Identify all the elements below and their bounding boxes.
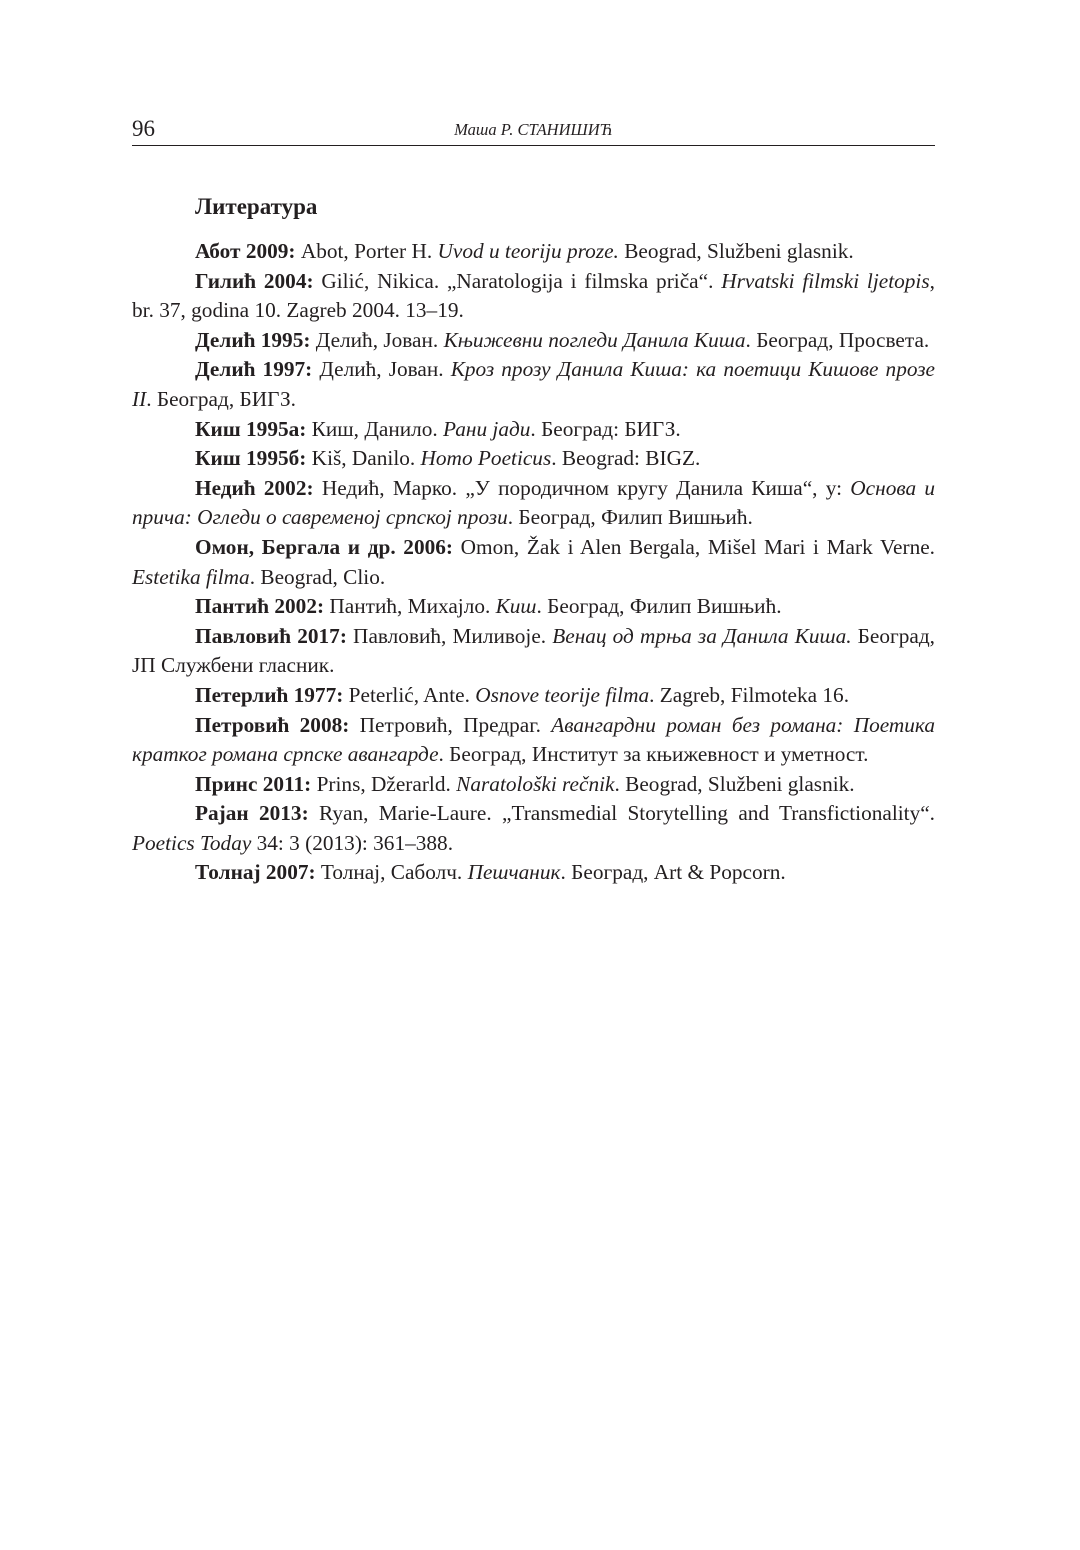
reference-text: Делић, Јован. — [310, 327, 444, 352]
reference-key: Недић 2002: — [195, 475, 314, 500]
reference-title: Књижевни погледи Данила Киша — [443, 327, 746, 352]
page-number: 96 — [132, 116, 155, 141]
reference-text: . Београд, Art & Popcorn. — [560, 860, 786, 885]
reference-text: . Београд, БИГЗ. — [146, 386, 296, 411]
reference-entry — [132, 858, 935, 888]
reference-text: . Београд, Филип Вишњић. — [536, 594, 782, 619]
reference-text: Недић, Марко. „У породичном кругу Данила Киша“, у: — [313, 475, 851, 500]
reference-key: Принс 2011: — [195, 771, 312, 796]
reference-title: Основа и прича: Огледи о савременој српској прози — [132, 475, 935, 530]
reference-entry — [132, 799, 935, 858]
reference-entry — [132, 592, 935, 622]
running-head-author: Маша Р. СТАНИШИЋ — [454, 120, 613, 139]
reference-text: Београд, ЈП Службени гласник. — [132, 623, 935, 678]
reference-text: , br. 37, godina 10. Zagreb 2004. 13–19. — [132, 268, 935, 323]
reference-text: Павловић, Миливоје. — [346, 623, 553, 648]
reference-text: 34: 3 (2013): 361–388. — [251, 830, 454, 855]
reference-text: . Beograd, Službeni glasnik. — [614, 771, 855, 796]
reference-text: Gilić, Nikica. „Naratologija i filmska priča“. — [313, 268, 722, 293]
reference-text: Beograd, Službeni glasnik. — [618, 239, 854, 263]
reference-key: Петерлић 1977: — [195, 682, 344, 707]
reference-entry — [132, 237, 935, 267]
reference-entry — [132, 770, 935, 800]
reference-text: . Београд, Филип Вишњић. — [507, 505, 753, 530]
reference-entry — [132, 474, 935, 533]
reference-title: Estetika filma — [132, 564, 250, 589]
reference-text: Omon, Žak i Alen Bergala, Mišel Mari i Mark Verne. — [453, 534, 935, 559]
reference-key: Делић 1995: — [195, 327, 311, 352]
reference-entry — [132, 355, 935, 414]
reference-entry — [132, 711, 935, 770]
reference-text: Prins, Džerarld. — [311, 771, 457, 796]
reference-title: Homo Poeticus — [420, 446, 552, 471]
section-heading: Литература — [195, 194, 318, 219]
reference-title: Poetics Today — [132, 830, 252, 855]
reference-text: . Београд, Просвета. — [745, 327, 930, 352]
reference-text: . Beograd, Clio. — [249, 564, 386, 589]
reference-title: Кроз прозу Данила Киша: ка поетици Кишове прозе II — [132, 357, 935, 411]
reference-entry — [132, 681, 935, 711]
reference-key: Омон, Бергала и др. 2006: — [195, 534, 453, 559]
reference-title: Киш — [495, 594, 537, 619]
reference-text: . Beograd: BIGZ. — [551, 446, 701, 471]
reference-key: Киш 1995б: — [195, 446, 307, 471]
reference-text: Делић, Јован. — [312, 357, 451, 382]
reference-title: Hrvatski filmski ljetopis — [721, 268, 930, 293]
reference-title: Рани јади — [443, 416, 531, 441]
reference-title: Uvod u teoriju proze. — [437, 239, 619, 263]
reference-key: Абот 2009: — [195, 239, 296, 263]
reference-text: . Београд, Институт за књижевност и уметност. — [438, 742, 869, 767]
reference-text: Peterlić, Ante. — [343, 682, 476, 707]
reference-key: Толнај 2007: — [195, 860, 316, 885]
bibliography-section — [132, 191, 935, 888]
reference-key: Пантић 2002: — [195, 594, 325, 619]
reference-text: Kiš, Danilo. — [306, 446, 421, 471]
reference-text: . Београд: БИГЗ. — [530, 416, 681, 441]
reference-entry — [132, 622, 935, 681]
reference-title: Авангардни роман без романа: Поетика кратког романа српске авангарде — [132, 712, 936, 767]
reference-text: Abot, Porter H. — [295, 239, 438, 263]
reference-key: Рајан 2013: — [195, 801, 309, 826]
reference-title: Naratološki rečnik — [456, 771, 615, 796]
reference-entry — [132, 267, 935, 326]
reference-text: Ryan, Marie-Laure. „Transmedial Storytelling and Transfictionality“. — [308, 801, 935, 826]
reference-text: Пантић, Михајло. — [324, 594, 496, 619]
reference-title: Венац од трња за Данила Киша. — [552, 623, 852, 648]
reference-list — [132, 237, 935, 888]
reference-entry — [132, 444, 935, 474]
reference-key: Петровић 2008: — [195, 712, 350, 737]
reference-key: Делић 1997: — [195, 357, 313, 382]
reference-text: Петровић, Предраг. — [349, 712, 552, 737]
running-header — [132, 112, 935, 146]
reference-entry — [132, 415, 935, 445]
reference-entry — [132, 533, 935, 592]
reference-key: Павловић 2017: — [195, 623, 347, 648]
reference-text: Киш, Данило. — [306, 416, 444, 441]
reference-text: . Zagreb, Filmoteka 16. — [649, 682, 850, 707]
reference-key: Киш 1995а: — [195, 416, 307, 441]
reference-title: Osnove teorije filma — [475, 682, 650, 707]
reference-entry — [132, 326, 935, 356]
reference-title: Пешчаник — [467, 860, 561, 885]
reference-key: Гилић 2004: — [195, 268, 314, 293]
reference-text: Толнај, Саболч. — [315, 860, 468, 885]
